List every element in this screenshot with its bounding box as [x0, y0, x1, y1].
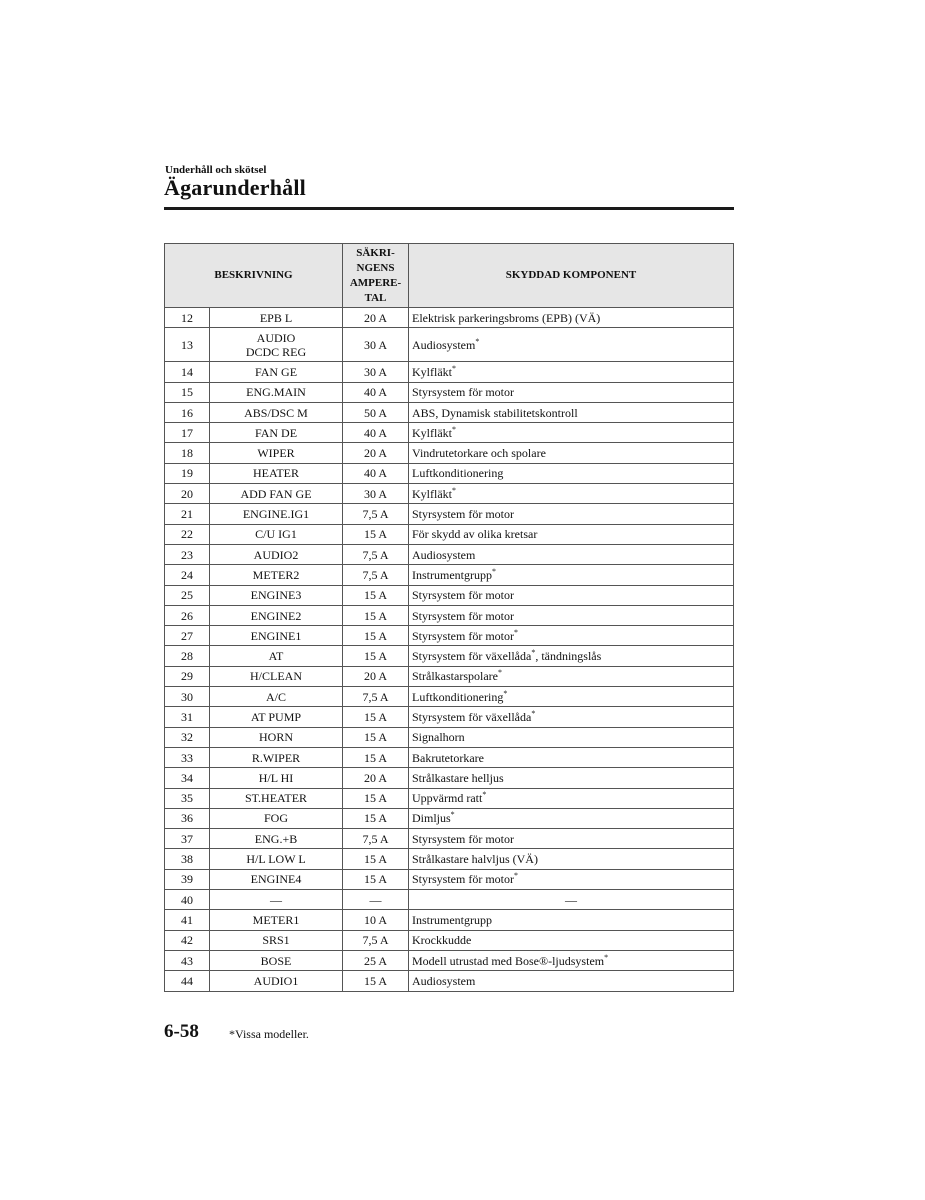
table-row: [165, 687, 734, 707]
fuse-name: AUDIO1: [210, 971, 343, 991]
footnote-marker: *: [604, 952, 609, 962]
table-row: [165, 971, 734, 991]
footnote: *Vissa modeller.: [229, 1027, 309, 1041]
protected-component: Elektrisk parkeringsbroms (EPB) (VÄ): [409, 308, 734, 328]
table-row: [165, 707, 734, 727]
fuse-amperage: 15 A: [343, 524, 409, 544]
fuse-amperage: 15 A: [343, 869, 409, 889]
fuse-amperage: 15 A: [343, 626, 409, 646]
table-row: [165, 727, 734, 747]
footnote-marker: *: [492, 566, 496, 576]
protected-component: Styrsystem för växellåda*, tändningslås: [409, 646, 734, 666]
fuse-amperage: 15 A: [343, 727, 409, 747]
fuse-number: 36: [165, 808, 210, 828]
fuse-number: 18: [165, 443, 210, 463]
protected-component: Vindrutetorkare och spolare: [409, 443, 734, 463]
fuse-amperage: 15 A: [343, 747, 409, 767]
protected-component: Audiosystem: [409, 971, 734, 991]
title-divider: [164, 207, 734, 210]
fuse-number: 16: [165, 402, 210, 422]
fuse-amperage: 7,5 A: [343, 687, 409, 707]
fuse-amperage: 25 A: [343, 950, 409, 970]
fuse-amperage: 20 A: [343, 443, 409, 463]
fuse-amperage: 20 A: [343, 768, 409, 788]
fuse-number: 26: [165, 605, 210, 625]
footnote-marker: *: [503, 688, 508, 698]
fuse-number: 19: [165, 463, 210, 483]
fuse-name: BOSE: [210, 950, 343, 970]
fuse-name: H/L HI: [210, 768, 343, 788]
fuse-name: METER2: [210, 565, 343, 585]
fuse-amperage: 7,5 A: [343, 504, 409, 524]
fuse-name: ADD FAN GE: [210, 484, 343, 504]
fuse-number: 34: [165, 768, 210, 788]
protected-component: Styrsystem för motor*: [409, 869, 734, 889]
fuse-name: ENGINE4: [210, 869, 343, 889]
fuse-number: 31: [165, 707, 210, 727]
header-description: BESKRIVNING: [165, 244, 343, 308]
footnote-marker: *: [452, 485, 456, 495]
protected-component: Strålkastarspolare*: [409, 666, 734, 686]
fuse-name: AUDIO DCDC REG: [210, 328, 343, 362]
fuse-amperage: 40 A: [343, 423, 409, 443]
protected-component: Styrsystem för motor: [409, 829, 734, 849]
fuse-name: AT PUMP: [210, 707, 343, 727]
fuse-name: METER1: [210, 910, 343, 930]
fuse-name: ABS/DSC M: [210, 402, 343, 422]
fuse-number: 39: [165, 869, 210, 889]
fuse-name: R.WIPER: [210, 747, 343, 767]
fuse-number: 33: [165, 747, 210, 767]
table-row: [165, 950, 734, 970]
fuse-number: 35: [165, 788, 210, 808]
footnote-marker: *: [475, 336, 480, 346]
table-row: [165, 484, 734, 504]
fuse-name: ENG.MAIN: [210, 382, 343, 402]
protected-component: Bakrutetorkare: [409, 747, 734, 767]
fuse-amperage: 7,5 A: [343, 829, 409, 849]
table-row: [165, 402, 734, 422]
protected-component: Styrsystem för motor*: [409, 626, 734, 646]
fuse-amperage: 15 A: [343, 585, 409, 605]
protected-component: Strålkastare helljus: [409, 768, 734, 788]
fuse-amperage: —: [343, 890, 409, 910]
fuse-number: 22: [165, 524, 210, 544]
fuse-name: EPB L: [210, 308, 343, 328]
protected-component: Instrumentgrupp*: [409, 565, 734, 585]
table-row: [165, 666, 734, 686]
fuse-number: 28: [165, 646, 210, 666]
fuse-name: ST.HEATER: [210, 788, 343, 808]
fuse-number: 29: [165, 666, 210, 686]
table-row: [165, 382, 734, 402]
table-row: [165, 308, 734, 328]
fuse-amperage: 20 A: [343, 666, 409, 686]
fuse-name: AT: [210, 646, 343, 666]
table-body: [165, 308, 734, 992]
fuse-number: 38: [165, 849, 210, 869]
protected-component: Kylfläkt*: [409, 423, 734, 443]
table-row: [165, 544, 734, 564]
protected-component: Instrumentgrupp: [409, 910, 734, 930]
fuse-number: 25: [165, 585, 210, 605]
protected-component: Krockkudde: [409, 930, 734, 950]
fuse-number: 42: [165, 930, 210, 950]
fuse-name: SRS1: [210, 930, 343, 950]
table-row: [165, 328, 734, 362]
fuse-number: 43: [165, 950, 210, 970]
table-row: [165, 768, 734, 788]
fuse-name: HEATER: [210, 463, 343, 483]
footnote-marker: *: [497, 668, 502, 678]
table-row: [165, 626, 734, 646]
footnote-marker: *: [531, 648, 536, 658]
table-row: [165, 788, 734, 808]
footnote-marker: *: [482, 790, 487, 800]
fuse-number: 44: [165, 971, 210, 991]
table-row: [165, 869, 734, 889]
table-row: [165, 605, 734, 625]
fuse-amperage: 40 A: [343, 382, 409, 402]
table-row: [165, 930, 734, 950]
fuse-number: 32: [165, 727, 210, 747]
fuse-number: 37: [165, 829, 210, 849]
protected-component: —: [409, 890, 734, 910]
fuse-number: 12: [165, 308, 210, 328]
fuse-name: A/C: [210, 687, 343, 707]
protected-component: För skydd av olika kretsar: [409, 524, 734, 544]
fuse-table: [164, 243, 734, 992]
fuse-number: 27: [165, 626, 210, 646]
fuse-amperage: 15 A: [343, 808, 409, 828]
table-row: [165, 443, 734, 463]
protected-component: Audiosystem*: [409, 328, 734, 362]
protected-component: Kylfläkt*: [409, 484, 734, 504]
fuse-name: ENGINE1: [210, 626, 343, 646]
fuse-number: 24: [165, 565, 210, 585]
footnote-marker: *: [450, 810, 455, 820]
fuse-number: 21: [165, 504, 210, 524]
fuse-amperage: 30 A: [343, 328, 409, 362]
fuse-amperage: 15 A: [343, 788, 409, 808]
fuse-number: 15: [165, 382, 210, 402]
fuse-name: H/CLEAN: [210, 666, 343, 686]
fuse-name: HORN: [210, 727, 343, 747]
table-row: [165, 747, 734, 767]
table-row: [165, 910, 734, 930]
fuse-number: 17: [165, 423, 210, 443]
section-label: Underhåll och skötsel: [165, 164, 267, 176]
fuse-amperage: 15 A: [343, 971, 409, 991]
fuse-number: 13: [165, 328, 210, 362]
fuse-amperage: 7,5 A: [343, 930, 409, 950]
fuse-name: C/U IG1: [210, 524, 343, 544]
fuse-number: 41: [165, 910, 210, 930]
fuse-name: AUDIO2: [210, 544, 343, 564]
fuse-number: 20: [165, 484, 210, 504]
protected-component: Uppvärmd ratt*: [409, 788, 734, 808]
footnote-marker: *: [531, 708, 536, 718]
fuse-amperage: 40 A: [343, 463, 409, 483]
fuse-amperage: 7,5 A: [343, 544, 409, 564]
table-row: [165, 362, 734, 382]
fuse-name: WIPER: [210, 443, 343, 463]
protected-component: ABS, Dynamisk stabilitetskontroll: [409, 402, 734, 422]
fuse-amperage: 15 A: [343, 646, 409, 666]
protected-component: Styrsystem för motor: [409, 585, 734, 605]
table-row: [165, 565, 734, 585]
protected-component: Styrsystem för motor: [409, 605, 734, 625]
fuse-amperage: 50 A: [343, 402, 409, 422]
table-row: [165, 808, 734, 828]
table-row: [165, 423, 734, 443]
page-title: Ägarunderhåll: [164, 175, 306, 200]
fuse-name: ENGINE2: [210, 605, 343, 625]
footnote-marker: *: [514, 627, 518, 637]
protected-component: Styrsystem för motor: [409, 504, 734, 524]
protected-component: Styrsystem för växellåda*: [409, 707, 734, 727]
header-amperage: SÄKRI- NGENS AMPERE- TAL: [343, 244, 409, 308]
fuse-amperage: 15 A: [343, 707, 409, 727]
fuse-amperage: 30 A: [343, 484, 409, 504]
footnote-marker: *: [514, 871, 518, 881]
table-row: [165, 524, 734, 544]
footnote-marker: *: [452, 424, 456, 434]
fuse-amperage: 10 A: [343, 910, 409, 930]
fuse-amperage: 30 A: [343, 362, 409, 382]
fuse-name: FOG: [210, 808, 343, 828]
fuse-name: FAN DE: [210, 423, 343, 443]
fuse-name: —: [210, 890, 343, 910]
page-number: 6-58: [164, 1021, 199, 1042]
fuse-amperage: 15 A: [343, 605, 409, 625]
fuse-number: 30: [165, 687, 210, 707]
protected-component: Signalhorn: [409, 727, 734, 747]
protected-component: Strålkastare halvljus (VÄ): [409, 849, 734, 869]
fuse-name: ENG.+B: [210, 829, 343, 849]
footnote-marker: *: [452, 363, 456, 373]
table-row: [165, 646, 734, 666]
table-row: [165, 585, 734, 605]
protected-component: Kylfläkt*: [409, 362, 734, 382]
fuse-name: FAN GE: [210, 362, 343, 382]
protected-component: Audiosystem: [409, 544, 734, 564]
fuse-name: H/L LOW L: [210, 849, 343, 869]
table-header-row: [165, 244, 734, 308]
table-row: [165, 504, 734, 524]
header-component: SKYDDAD KOMPONENT: [409, 244, 734, 308]
table-row: [165, 890, 734, 910]
fuse-name: ENGINE3: [210, 585, 343, 605]
fuse-number: 23: [165, 544, 210, 564]
table-row: [165, 849, 734, 869]
fuse-amperage: 20 A: [343, 308, 409, 328]
fuse-amperage: 15 A: [343, 849, 409, 869]
fuse-name: ENGINE.IG1: [210, 504, 343, 524]
protected-component: Luftkonditionering: [409, 463, 734, 483]
fuse-number: 40: [165, 890, 210, 910]
table-row: [165, 463, 734, 483]
protected-component: Luftkonditionering*: [409, 687, 734, 707]
table-row: [165, 829, 734, 849]
protected-component: Dimljus*: [409, 808, 734, 828]
fuse-amperage: 7,5 A: [343, 565, 409, 585]
protected-component: Modell utrustad med Bose®-ljudsystem*: [409, 950, 734, 970]
protected-component: Styrsystem för motor: [409, 382, 734, 402]
fuse-number: 14: [165, 362, 210, 382]
